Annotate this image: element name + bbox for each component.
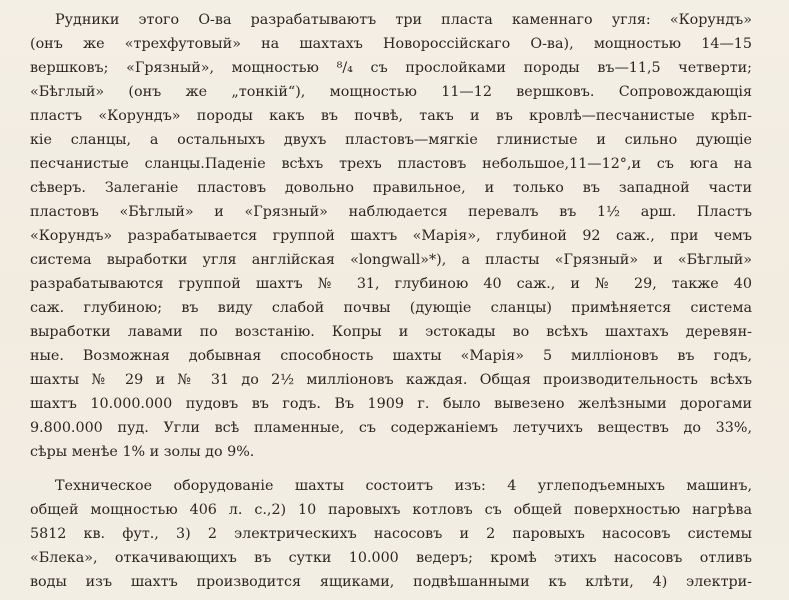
text-line: шахты № 29 и № 31 до 2½ милліоновъ каждая. Общая производительность всѣхъ bbox=[30, 372, 752, 388]
text-line: сѣры менѣе 1% и золы до 9%. bbox=[30, 444, 255, 460]
text-line: «Корундъ» разрабатывается группой шахтъ «Марія», глубиной 92 саж., при чемъ bbox=[30, 228, 752, 244]
text-line: «Блека», откачивающихъ въ сутки 10.000 ведеръ; кромѣ этихъ насосовъ отливъ bbox=[30, 550, 752, 566]
text-line: общей мощностью 406 л. с.,2) 10 паровыхъ котловъ съ общей поверхностью нагрѣва bbox=[30, 502, 752, 518]
text-line: (онъ же «трехфутовый» на шахтахъ Новороссійскаго О-ва), мощностью 14—15 bbox=[30, 36, 752, 52]
text-line: песчанистые сланцы.Паденіе всѣхъ трехъ пластовъ небольшое,11—12°,и съ юга на bbox=[30, 156, 752, 172]
text-line: 5812 кв. фут., 3) 2 электрическихъ насосовъ и 2 паровыхъ насосовъ системы bbox=[30, 526, 752, 542]
text-line: шахтъ 10.000.000 пудовъ въ годъ. Въ 1909 г. было вывезено желѣзными дорогами bbox=[30, 396, 752, 412]
text-line: воды изъ шахтъ производится ящиками, подвѣшанными къ клѣти, 4) электри- bbox=[30, 574, 752, 590]
text-line: кіе сланцы, а остальныхъ двухъ пластовъ—мягкіе глинистые и сильно дующіе bbox=[30, 132, 752, 148]
text-line: выработки лавами по возстанію. Копры и эстокады во всѣхъ шахтахъ деревян- bbox=[30, 324, 752, 340]
text-line: 9.800.000 пуд. Угли всѣ пламенные, съ содержаніемъ летучихъ веществъ до 33%, bbox=[30, 420, 752, 436]
text-line: сѣверъ. Залеганіе пластовъ довольно правильное, и только въ западной части bbox=[30, 180, 752, 196]
text-line: пластовъ «Бѣглый» и «Грязный» наблюдается перевалъ въ 1½ арш. Пластъ bbox=[30, 204, 752, 220]
text-line: пластъ «Корундъ» породы какъ въ почвѣ, такъ и въ кровлѣ—песчанистые крѣп- bbox=[30, 108, 752, 124]
text-line: саж. глубиною; въ виду слабой почвы (дующіе сланцы) примѣняется система bbox=[30, 300, 752, 316]
text-line: система выработки угля англійская «longwall»*), а пласты «Грязный» и «Бѣглый» bbox=[30, 252, 752, 268]
text-line: ные. Возможная добывная способность шахты «Марія» 5 милліоновъ въ годъ, bbox=[30, 348, 752, 364]
text-line: Рудники этого О-ва разрабатываютъ три пласта каменнаго угля: «Корундъ» bbox=[55, 12, 752, 28]
text-line: Техническое оборудованіе шахты состоитъ изъ: 4 углеподъемныхъ машинъ, bbox=[55, 478, 752, 494]
text-line: разрабатываются группой шахтъ № 31, глубиною 40 саж., и № 29, также 40 bbox=[30, 276, 752, 292]
text-line: «Бѣглый» (онъ же „тонкій“), мощностью 11—12 вершковъ. Сопровождающія bbox=[30, 84, 752, 100]
text-line: вершковъ; «Грязный», мощностью ⁸/₄ съ прослойками породы въ—11,5 четверти; bbox=[30, 60, 752, 76]
